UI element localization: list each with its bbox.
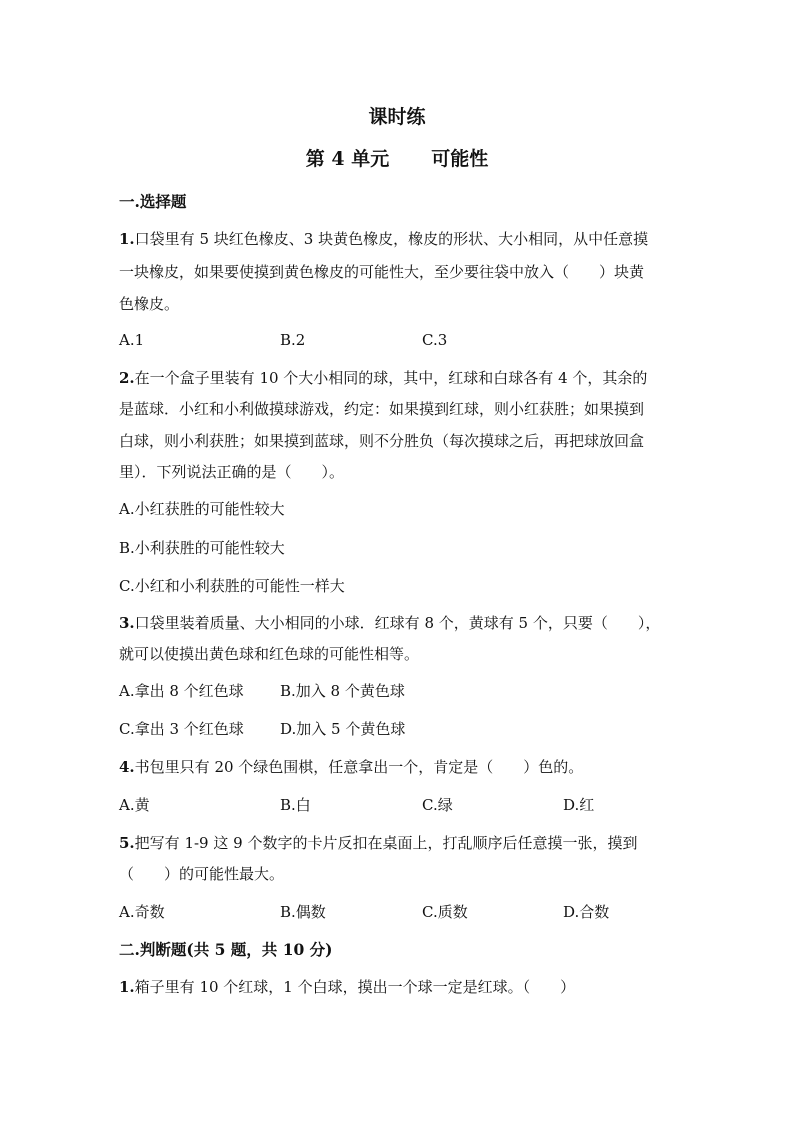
question-2-line-2: 是蓝球．小红和小利做摸球游戏，约定：如果摸到红球，则小红获胜；如果摸到 xyxy=(119,400,645,418)
q1-option-b: B.2 xyxy=(280,331,306,349)
question-text: 箱子里有 10 个红球，1 个白球，摸出一个球一定是红球。（ ） xyxy=(134,978,576,996)
q2-option-c: C.小红和小利获胜的可能性一样大 xyxy=(119,577,345,595)
question-2-line-4: 里）．下列说法正确的是（ ）。 xyxy=(119,463,345,481)
question-text: 书包里只有 20 个绿色围棋，任意拿出一个，肯定是（ ）色的。 xyxy=(134,758,584,776)
q4-option-c: C.绿 xyxy=(422,796,453,814)
question-number: 2. xyxy=(119,369,135,387)
question-text: 口袋里有 5 块红色橡皮、3 块黄色橡皮，橡皮的形状、大小相同，从中任意摸 xyxy=(134,230,649,248)
question-2-line-1 xyxy=(119,367,647,389)
section-heading-choice: 一.选择题 xyxy=(119,192,187,211)
q3-option-c: C.拿出 3 个红色球 xyxy=(119,720,244,738)
question-1-line-3: 色橡皮。 xyxy=(119,295,180,313)
question-number: 1. xyxy=(119,230,135,248)
question-1-line-1 xyxy=(119,228,648,250)
question-3-line-1 xyxy=(119,612,660,634)
q3-option-d: D.加入 5 个黄色球 xyxy=(280,720,406,738)
q5-option-a: A.奇数 xyxy=(119,903,165,921)
q3-option-b: B.加入 8 个黄色球 xyxy=(280,682,405,700)
question-text: 把写有 1-9 这 9 个数字的卡片反扣在桌面上，打乱顺序后任意摸一张，摸到 xyxy=(134,834,638,852)
unit-topic: 可能性 xyxy=(431,148,489,170)
q1-option-a: A.1 xyxy=(119,331,145,349)
question-number: 3. xyxy=(119,614,135,632)
q3-option-a: A.拿出 8 个红色球 xyxy=(119,682,244,700)
question-number: 5. xyxy=(119,834,135,852)
q1-option-c: C.3 xyxy=(422,331,448,349)
q5-option-d: D.合数 xyxy=(563,903,610,921)
question-text: 在一个盒子里装有 10 个大小相同的球，其中，红球和白球各有 4 个，其余的 xyxy=(134,369,648,387)
question-text: 口袋里装着质量、大小相同的小球．红球有 8 个，黄球有 5 个，只要（ ）， xyxy=(134,614,661,632)
section-heading-judgment: 二.判断题(共 5 题，共 10 分) xyxy=(119,940,333,959)
q2-option-b: B.小利获胜的可能性较大 xyxy=(119,539,285,557)
question-5-line-2: （ ）的可能性最大。 xyxy=(119,865,285,883)
question-4-line-1 xyxy=(119,756,583,778)
q5-option-c: C.质数 xyxy=(422,903,468,921)
question-number: 1. xyxy=(119,978,135,996)
question-number: 4. xyxy=(119,758,135,776)
q4-option-b: B.白 xyxy=(280,796,311,814)
q2-option-a: A.小红获胜的可能性较大 xyxy=(119,500,285,518)
unit-label: 第 4 单元 xyxy=(305,148,390,170)
judgment-1-line-1 xyxy=(119,976,575,998)
question-2-line-3: 白球，则小利获胜；如果摸到蓝球，则不分胜负（每次摸球之后，再把球放回盒 xyxy=(119,432,645,450)
unit-heading xyxy=(0,147,794,171)
question-1-line-2: 一块橡皮，如果要使摸到黄色橡皮的可能性大，至少要往袋中放入（ ）块黄 xyxy=(119,263,645,281)
question-3-line-2: 就可以使摸出黄色球和红色球的可能性相等。 xyxy=(119,645,420,663)
question-5-line-1 xyxy=(119,832,637,854)
page-title: 课时练 xyxy=(368,106,426,128)
q4-option-d: D.红 xyxy=(563,796,595,814)
q5-option-b: B.偶数 xyxy=(280,903,326,921)
q4-option-a: A.黄 xyxy=(119,796,150,814)
